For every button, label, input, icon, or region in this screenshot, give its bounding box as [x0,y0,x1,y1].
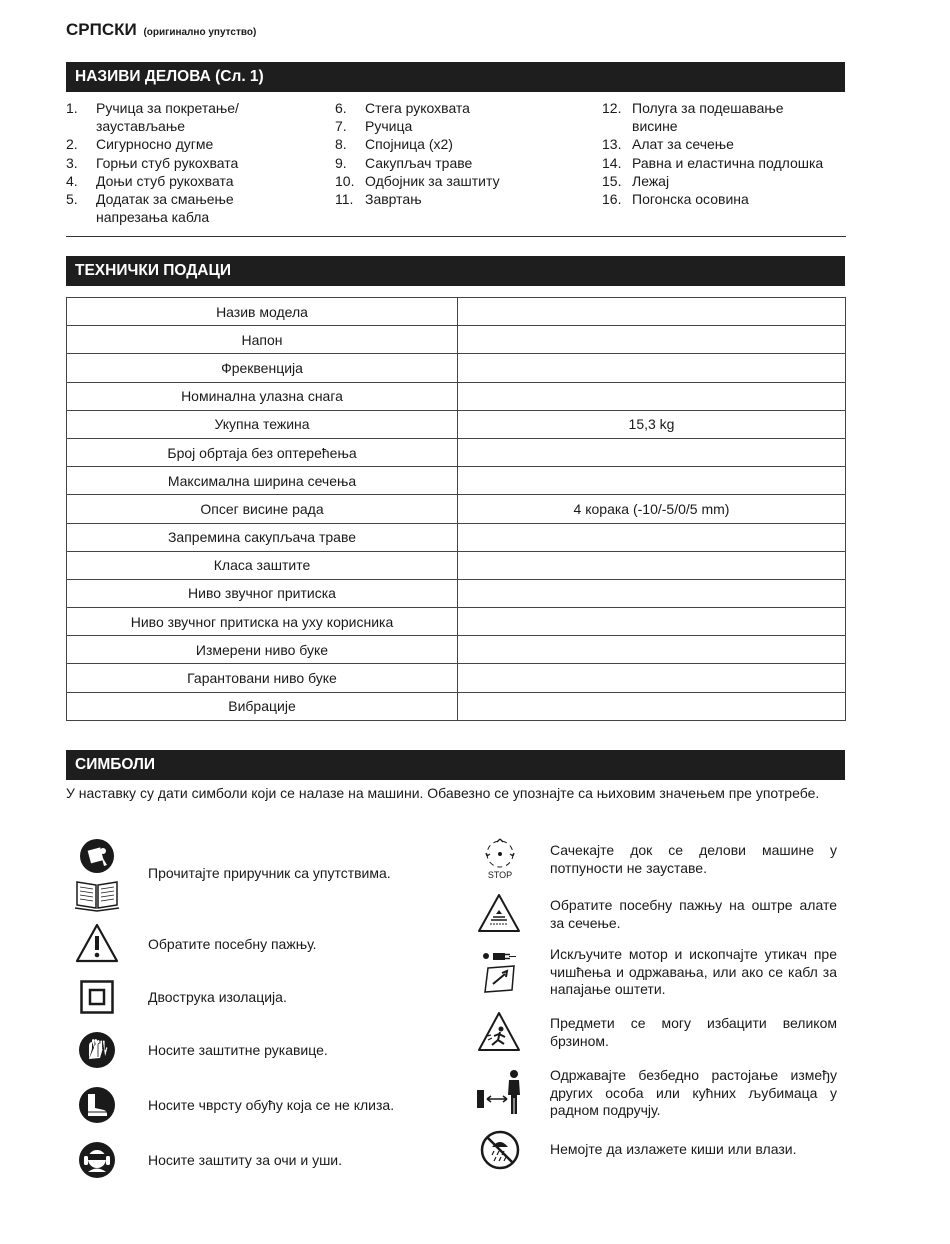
item-number: 14. [602,154,622,171]
table-row [67,410,846,438]
table-row [67,551,846,579]
section-divider [66,236,846,237]
spec-value [458,438,846,466]
item-number: 11. [335,191,354,208]
spec-value [458,551,846,579]
list-item [602,154,846,172]
item-text: Ручица [365,118,413,135]
spec-value [458,636,846,664]
item-text: Горњи стуб рукохвата [96,154,239,171]
specs-table [66,297,846,721]
list-item [66,154,316,172]
no-rain-icon [480,1130,520,1175]
item-text: Доњи стуб рукохвата [96,172,234,189]
table-row [67,692,846,720]
list-item [602,190,846,208]
item-number: 1. [66,100,78,116]
spec-label: Запремина сакупљача траве [67,523,458,551]
item-number: 3. [66,154,78,171]
spec-label: Број обртаја без оптерећења [67,438,458,466]
item-text: Завртањ [365,191,422,208]
item-number: 4. [66,172,78,189]
item-text: Стега рукохвата [365,100,470,116]
spec-label: Класа заштите [67,551,458,579]
parts-section-header: НАЗИВИ ДЕЛОВА (Сл. 1) [66,62,845,92]
spec-value [458,354,846,382]
spec-label: Напон [67,326,458,354]
spec-label: Гарантовани ниво буке [67,664,458,692]
list-item [66,135,316,153]
symbol-description: Одржавајте безбедно растојање између других особа или кућних љубимаца у радном подручју. [550,1067,837,1118]
item-number: 6. [335,100,347,116]
table-row [67,664,846,692]
symbol-description: Искључите мотор и ископчајте утикач пре чишћења и одржавања, или ако се кабл за напајање оштети. [550,946,837,997]
spec-label: Максимална ширина сечења [67,467,458,495]
spec-label: Ниво звучног притиска [67,579,458,607]
original-note: (оригинално упутство) [143,27,257,38]
list-item [335,154,575,172]
spec-label: Фреквенција [67,354,458,382]
table-row [67,354,846,382]
parts-column-2 [335,99,575,208]
table-row [67,636,846,664]
list-item [602,99,846,135]
language-label: СРПСКИ [66,20,137,39]
item-number: 12. [602,100,622,116]
table-row [67,298,846,326]
item-text: Полуга за подешавање висине [632,100,784,135]
item-text: Алат за сечење [632,136,734,153]
symbol-description: Двострука изолација. [148,989,287,1005]
spec-label: Укупна тежина [67,410,458,438]
symbol-description: Предмети се могу избацити великом брзином. [550,1015,837,1049]
table-row [67,579,846,607]
item-number: 7. [335,118,347,135]
item-text: Сигурносно дугме [96,136,214,153]
specs-section-header: ТЕХНИЧКИ ПОДАЦИ [66,256,845,286]
spec-value [458,326,846,354]
item-text: Додатак за смањење напрезања кабла [96,191,234,226]
item-text: Погонска осовина [632,191,749,208]
item-number: 2. [66,136,78,153]
list-item [335,190,575,208]
item-number: 5. [66,191,78,208]
warning-icon [74,922,120,969]
list-item [66,190,316,226]
table-row [67,326,846,354]
symbol-description: Обратите посебну пажњу на оштре алате за сечење. [550,897,837,931]
keep-distance-icon [476,1068,524,1123]
item-text: Равна и еластична подлошка [632,154,824,171]
spec-value [458,467,846,495]
double-insulation-icon [80,980,114,1019]
spec-value [458,298,846,326]
spec-label: Опсег висине рада [67,495,458,523]
spec-value [458,664,846,692]
spec-label: Вибрације [67,692,458,720]
symbol-description: Носите чврсту обућу која се не клиза. [148,1097,395,1113]
spec-label: Номинална улазна снага [67,382,458,410]
item-text: Ручица за покретање/ заустављање [96,100,239,135]
symbol-description: Обратите посебну пажњу. [148,936,317,952]
table-row [67,382,846,410]
sharp-blades-icon [476,892,522,939]
item-number: 8. [335,136,347,153]
symbols-intro: У наставку су дати симболи који се налазе на машини. Обавезно се упознајте са њиховим значењем пре употребе. [66,785,820,801]
spec-value [458,608,846,636]
list-item [335,172,575,190]
parts-column-1 [66,99,316,226]
list-item [66,99,316,135]
symbol-description: Носите заштиту за очи и уши. [148,1152,343,1168]
spec-value: 4 корака (-10/-5/0/5 mm) [458,495,846,523]
spec-value [458,523,846,551]
page-title [66,20,256,40]
safety-boots-icon [78,1086,116,1129]
symbol-description: Носите заштитне рукавице. [148,1042,328,1058]
spec-value [458,579,846,607]
list-item [335,135,575,153]
item-number: 10. [335,172,355,189]
item-text: Одбојник за заштиту [365,172,500,189]
item-number: 13. [602,136,622,153]
symbol-description: Сачекајте док се делови машине у потпуности не зауставе. [550,842,837,876]
unplug-icon [480,946,520,999]
table-row [67,523,846,551]
spec-value [458,382,846,410]
stop-label: STOP [487,870,513,880]
spec-value: 15,3 kg [458,410,846,438]
gloves-icon [78,1031,116,1074]
table-row [67,438,846,466]
item-number: 15. [602,172,622,189]
item-text: Сакупљач траве [365,154,473,171]
list-item [335,99,575,117]
table-row [67,467,846,495]
spec-label: Ниво звучног притиска на уху корисника [67,608,458,636]
symbols-section-header: СИМБОЛИ [66,750,845,780]
eye-ear-protection-icon [78,1141,116,1184]
parts-column-3 [602,99,846,208]
item-text: Лежај [632,172,670,189]
list-item [602,135,846,153]
list-item [602,172,846,190]
read-manual-icon [74,838,120,919]
item-number: 9. [335,154,347,171]
table-row [67,608,846,636]
wait-stop-icon [478,836,522,887]
list-item [66,172,316,190]
item-text: Спојница (x2) [365,136,453,153]
spec-label: Назив модела [67,298,458,326]
item-number: 16. [602,191,622,208]
symbol-description: Прочитајте приручник са упутствима. [148,865,391,881]
spec-label: Измерени ниво буке [67,636,458,664]
symbol-description: Немојте да излажете киши или влази. [550,1141,797,1157]
thrown-objects-icon [476,1010,522,1059]
table-row [67,495,846,523]
list-item [335,117,575,135]
spec-value [458,692,846,720]
